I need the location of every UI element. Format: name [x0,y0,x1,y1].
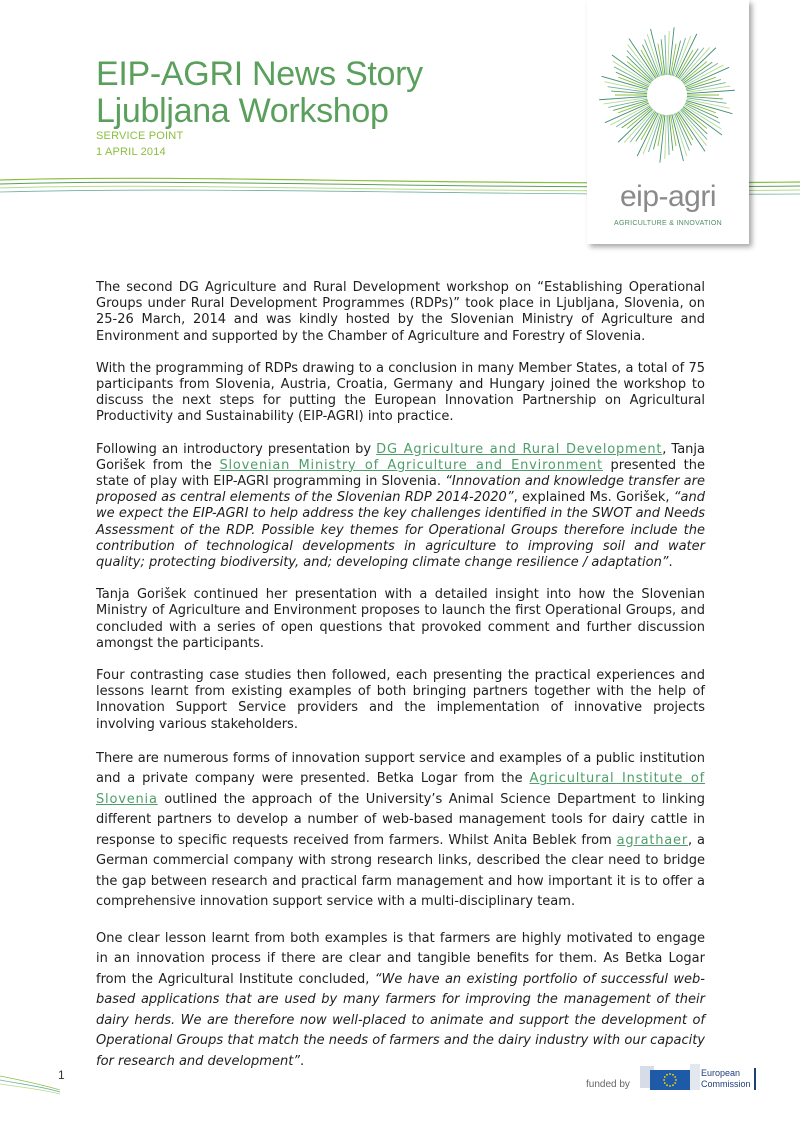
service-point-label: SERVICE POINT [96,130,184,142]
text-span: Following an introductory presentation by [96,441,377,457]
eip-agri-logo [587,0,749,244]
quote-span: “Innovation and knowledge transfer are proposed as central elements of the Slovenian RDP 2014-2020” [96,474,705,506]
paragraph-participants: With the programming of RDPs drawing to a conclusion in many Member States, a total of 75 participants from Slovenia, Austria, Croatia, Germany and Hungary joined the workshop to discuss the next steps for putting the European Innovation Partnership on Agricultural Productivity and Sustainability (EIP-AGRI) into practice. [96,360,705,425]
logo-tagline: AGRICULTURE & INNOVATION [614,220,722,227]
link-agrathaer[interactable]: agrathaer [616,832,688,848]
paragraph-presentation [96,442,705,572]
logo-ray [681,48,716,81]
logo-ray [668,31,670,75]
logo-ray [669,115,673,151]
page-title: EIP-AGRI News Story [96,55,423,93]
page-number: 1 [58,1068,65,1082]
text-span: , Tanja Gorišek from the [96,441,706,473]
text-span: , explained Ms. Gorišek, [513,490,674,506]
european-commission-label [701,1068,756,1090]
logo-ray [665,35,666,75]
quote-span: “and we expect the EIP-AGRI to help address the key challenges identified in the SWOT and Needs Assessment of the RDP. Possible key themes for Operational Groups therefore include the contribution of technological developments in agriculture to improving soil and water quality; protecting biodiversity, and; developing climate change resilience / adaptation” [96,490,705,571]
funded-by-label: funded by [586,1079,630,1090]
text-span: There are numerous forms of innovation support service and examples of a public institution and a private company were presented. Betka Logar from the [96,750,705,787]
european-commission-logo [640,1062,702,1092]
quote-span: “We have an existing portfolio of successful web-based applications that are used by many farmers for improving the management of their dairy herds. We are therefore now well-placed to animate and support the development of Operational Groups that match the needs of farmers and the dairy industry with our capacity for research and development” [96,971,705,1069]
logo-ray [668,115,669,155]
text-span: . [668,555,673,571]
paragraph-intro: The second DG Agriculture and Rural Development workshop on “Establishing Operational Groups under Rural Development Programmes (RDPs)” took place in Ljubljana, Slovenia, on 25-26 March, 2014 and was kindly hosted by the Slovenian Ministry of Agriculture and Environment and supported by the Chamber of Agriculture and Forestry of Slovenia. [96,280,705,344]
logo-ray [674,114,689,151]
ec-line-2: Commission [701,1079,751,1089]
paragraph-lesson [96,929,705,1073]
link-slovenian-ministry[interactable]: Slovenian Ministry of Agriculture and Environment [219,457,603,473]
paragraph-continued: Tanja Gorišek continued her presentation with a detailed insight into how the Slovenian Ministry of Agriculture and Environment proposes to launch the first Operational Groups, and concluded with a series of open questions that provoked comment and further discussion amongst the participants. [96,587,705,651]
paragraph-case-studies: Four contrasting case studies then followed, each presenting the practical experiences and lessons learnt from existing examples of both bringing partners together with the help of Innovation Support Service providers and the implementation of innovative projects involving various stakeholders. [96,668,705,732]
link-dg-agriculture[interactable]: DG Agriculture and Rural Development [376,441,663,457]
paragraph-support-services [96,749,705,913]
footer-decorative-lines [0,1068,60,1098]
publication-date: 1 APRIL 2014 [96,146,166,158]
link-agricultural-institute[interactable]: Agricultural Institute of Slovenia [96,771,705,807]
text-span: . [300,1053,305,1069]
logo-ray [647,34,661,76]
text-span: outlined the approach of the University’s Animal Science Department to linking different partners to develop a number of web-based management tools for dairy cattle in response to specific requests received from farmers. Whilst Anita Beblek from [96,791,705,848]
text-span: presented the state of play with EIP-AGRI programming in Slovenia. [96,457,705,490]
text-span: One clear lesson learnt from both examples is that farmers are highly motivated to engage in an innovation process if there are clear and tangible benefits for them. As Betka Logar from the Agricultural Institute concluded, [96,930,705,987]
logo-ray [618,109,653,142]
logo-ray [661,39,665,75]
logo-ray [665,115,667,159]
logo-ray [673,114,687,156]
logo-ray [645,39,660,76]
sunburst-logo-graphic [587,10,749,180]
logo-wordmark: eip-agri [619,180,717,213]
ec-line-1: European [701,1068,741,1078]
page-subtitle: Ljubljana Workshop [96,92,389,130]
article-body [96,280,705,1088]
text-span: , a German commercial company with strong research links, described the clear need to bridge the gap between research and practical farm management and how important it is to offer a comprehensive innovation support service with a multi-disciplinary team. [96,832,705,910]
